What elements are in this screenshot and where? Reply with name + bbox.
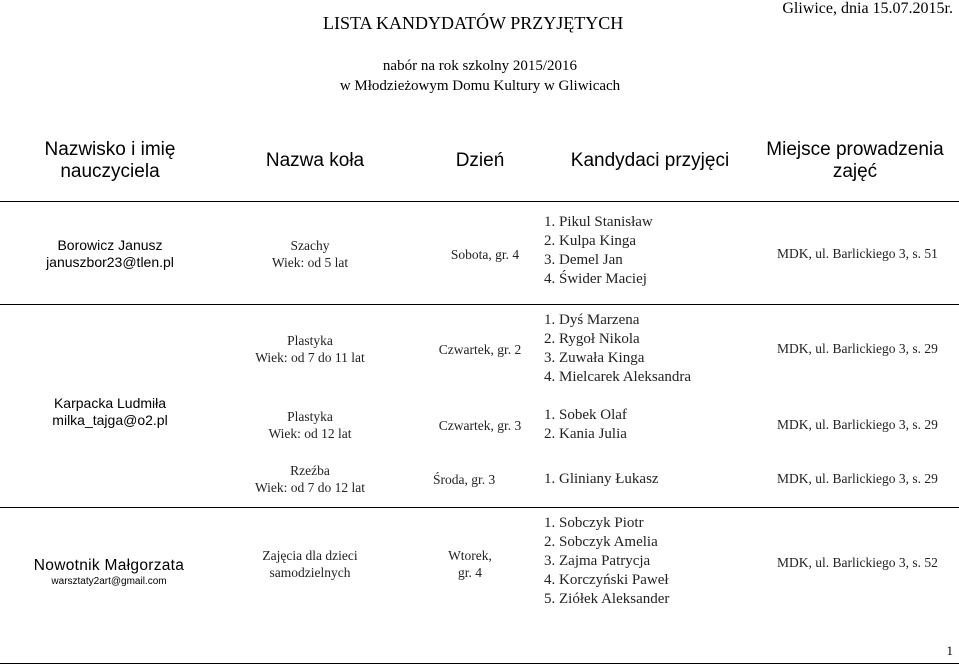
teacher-email[interactable]: warsztaty2art@gmail.com xyxy=(51,576,167,587)
row-divider-2 xyxy=(0,507,959,508)
club-name: Plastyka xyxy=(287,333,333,348)
candidate-list xyxy=(544,470,659,489)
club-name: Zajęcia dla dzieci samodzielnych xyxy=(262,548,358,580)
column-header-teacher: Nazwisko i imię nauczyciela xyxy=(44,139,176,182)
candidate-list xyxy=(544,311,691,387)
class-group: gr. 4 xyxy=(457,565,482,580)
class-day: Sobota, gr. 4 xyxy=(450,247,520,262)
club-name: Szachy xyxy=(290,238,330,253)
teacher-name: Borowicz Janusz xyxy=(57,237,163,253)
column-header-place: Miejsce prowadzenia zajęć xyxy=(766,139,944,182)
candidate-item: 3. Demel Jan xyxy=(544,252,623,268)
class-day: Czwartek, gr. 2 xyxy=(438,342,522,357)
page-title: LISTA KANDYDATÓW PRZYJĘTYCH xyxy=(323,13,624,33)
candidate-item: 4. Mielcarek Aleksandra xyxy=(544,369,692,385)
candidate-item: 4. Korczyński Paweł xyxy=(544,572,669,588)
candidate-item: 1. Pikul Stanisław xyxy=(544,214,653,230)
class-day: Wtorek, xyxy=(448,548,492,563)
club-age: Wiek: od 5 lat xyxy=(271,255,349,270)
header-divider xyxy=(0,201,959,202)
teacher-name: Nowotnik Małgorzata xyxy=(33,557,185,574)
teacher-email[interactable]: milka_tajga@o2.pl xyxy=(52,412,168,428)
class-place: MDK, ul. Barlickiego 3, s. 52 xyxy=(777,555,938,570)
candidate-item: 1. Gliniany Łukasz xyxy=(544,471,659,487)
candidate-item: 1. Sobek Olaf xyxy=(544,407,627,423)
subtitle-line-2: w Młodzieżowym Domu Kultury w Gliwicach xyxy=(339,78,621,94)
club-name: Plastyka xyxy=(287,409,333,424)
class-day: Czwartek, gr. 3 xyxy=(438,418,522,433)
candidate-item: 2. Kulpa Kinga xyxy=(544,233,637,249)
subtitle-line-1: nabór na rok szkolny 2015/2016 xyxy=(382,58,578,74)
candidate-item: 5. Ziółek Aleksander xyxy=(544,591,670,607)
teacher-name: Karpacka Ludmiła xyxy=(53,395,167,411)
class-place: MDK, ul. Barlickiego 3, s. 51 xyxy=(777,246,938,261)
row-divider-1 xyxy=(0,304,959,305)
candidate-item: 2. Kania Julia xyxy=(544,426,627,442)
page-number: 1 xyxy=(946,643,953,658)
candidate-list xyxy=(544,406,627,444)
document-date: Gliwice, dnia 15.07.2015r. xyxy=(782,0,953,17)
candidate-item: 3. Zuwała Kinga xyxy=(544,350,645,366)
candidate-list xyxy=(544,213,653,289)
teacher-email[interactable]: januszbor23@tlen.pl xyxy=(46,254,174,270)
candidate-item: 4. Świder Maciej xyxy=(544,271,647,287)
club-age: Wiek: od 12 lat xyxy=(268,426,352,441)
candidate-item: 3. Zajma Patrycja xyxy=(544,553,651,569)
candidate-item: 2. Rygoł Nikola xyxy=(544,331,640,347)
class-place: MDK, ul. Barlickiego 3, s. 29 xyxy=(777,417,938,432)
class-place: MDK, ul. Barlickiego 3, s. 29 xyxy=(777,471,938,486)
column-header-candidates: Kandydaci przyjęci xyxy=(570,150,730,171)
bottom-line xyxy=(0,663,959,664)
candidate-list xyxy=(544,514,669,609)
candidate-item: 1. Sobczyk Piotr xyxy=(544,515,644,531)
column-header-club: Nazwa koła xyxy=(265,150,365,171)
column-header-day: Dzień xyxy=(455,150,505,171)
club-age: Wiek: od 7 do 11 lat xyxy=(255,350,365,365)
club-age: Wiek: od 7 do 12 lat xyxy=(254,480,366,495)
club-name: Rzeźba xyxy=(290,463,330,478)
candidate-item: 2. Sobczyk Amelia xyxy=(544,534,658,550)
candidate-item: 1. Dyś Marzena xyxy=(544,312,640,328)
class-place: MDK, ul. Barlickiego 3, s. 29 xyxy=(777,341,938,356)
class-day: Środa, gr. 3 xyxy=(433,472,496,487)
